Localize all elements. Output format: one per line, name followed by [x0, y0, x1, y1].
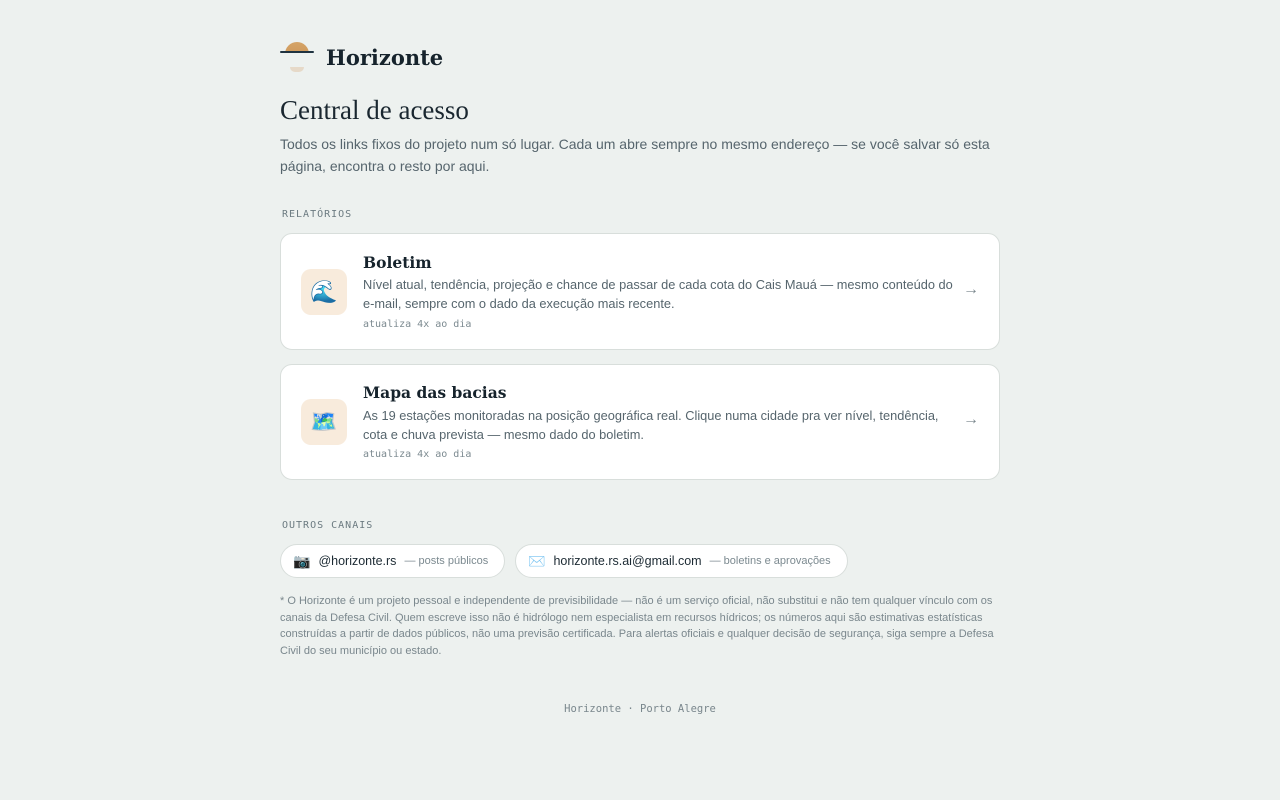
report-card-title: Boletim — [363, 253, 432, 272]
report-card-update-frequency: atualiza 4x ao dia — [363, 449, 472, 460]
brand-header[interactable] — [280, 40, 443, 74]
channel-label: @horizonte.rs — [318, 554, 397, 568]
disclaimer: * O Horizonte é um projeto pessoal e independente de previsibilidade — não é um serviço oficial, não substitui e não tem qualquer vínculo com os canais da Defesa Civil. Quem escreve isso não é hidrólogo nem especialista em recursos hídricos; os números aqui são estimativas estatísticas construídas a partir de dados públicos, não uma previsão certificada. Para alertas oficiais e qualquer decisão de segurança, siga sempre a Defesa Civil do seu município ou estado. — [280, 595, 994, 657]
section-label-channels: OUTROS CANAIS — [282, 520, 374, 531]
page-title: Central de acesso — [280, 95, 469, 125]
horizon-sun-logo-icon — [280, 40, 314, 74]
report-card-boletim[interactable] — [280, 233, 1000, 350]
camera-icon: 📷 — [293, 552, 311, 569]
report-card-update-frequency: atualiza 4x ao dia — [363, 319, 472, 330]
report-card-description: As 19 estações monitoradas na posição geográfica real. Clique numa cidade pra ver nível, tendência, cota e chuva prevista — mesmo dado do boletim. — [363, 408, 939, 442]
wave-icon: 🌊 — [301, 269, 347, 315]
channel-label: horizonte.rs.ai@gmail.com — [553, 554, 702, 568]
map-icon: 🗺️ — [301, 399, 347, 445]
footer: Horizonte · Porto Alegre — [564, 703, 716, 715]
channel-instagram-link[interactable] — [280, 544, 505, 578]
arrow-right-icon: → — [963, 281, 979, 298]
brand-name: Horizonte — [326, 44, 444, 70]
report-card-description: Nível atual, tendência, projeção e chance de passar de cada cota do Cais Mauá — mesmo conteúdo do e-mail, sempre com o dado da execução mais recente. — [363, 277, 953, 311]
section-label-reports: RELATÓRIOS — [282, 209, 353, 220]
report-card-title: Mapa das bacias — [363, 383, 507, 402]
envelope-icon: ✉️ — [528, 552, 546, 569]
channel-note: — posts públicos — [404, 555, 489, 567]
page-intro: Todos os links fixos do projeto num só lugar. Cada um abre sempre no mesmo endereço — se você salvar só esta página, encontra o resto por aqui. — [280, 136, 990, 174]
channel-email-link[interactable] — [515, 544, 848, 578]
report-card-mapa[interactable] — [280, 364, 1000, 480]
arrow-right-icon: → — [963, 411, 979, 428]
channel-note: — boletins e aprovações — [709, 555, 831, 567]
